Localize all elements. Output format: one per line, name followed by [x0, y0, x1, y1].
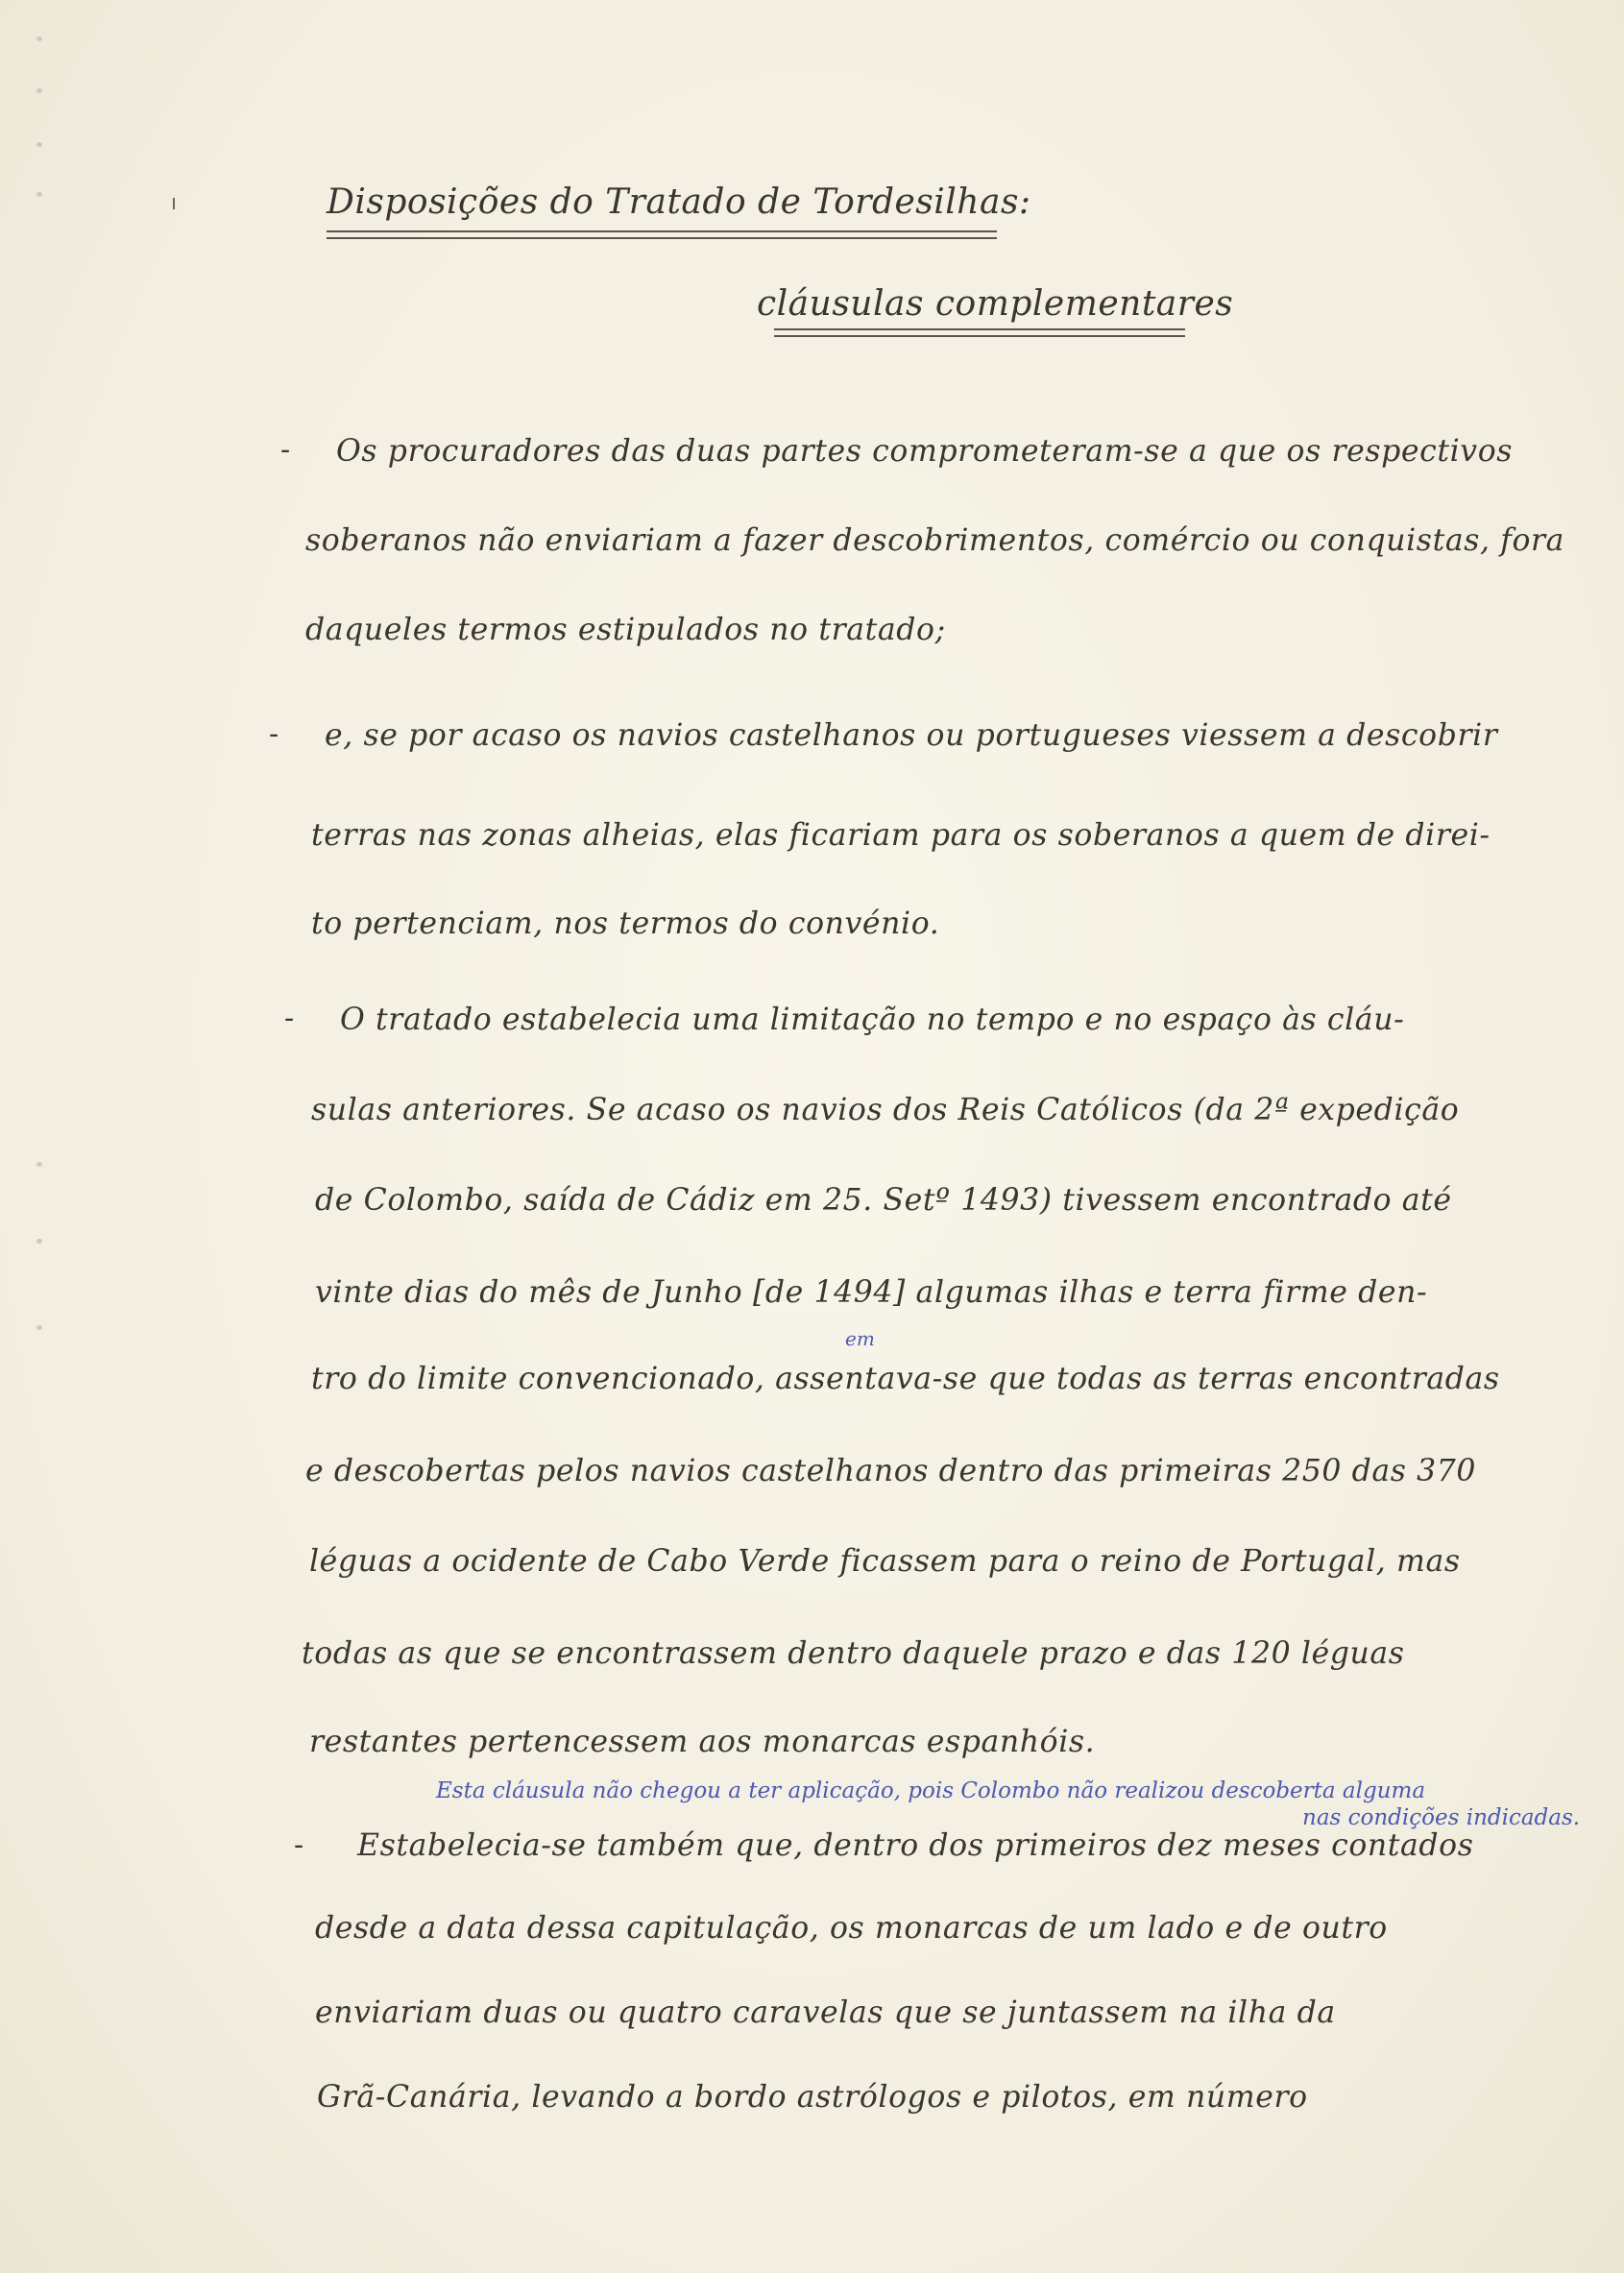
- text-line: Os procuradores das duas partes comprometeram-se a que os respectivos: [336, 434, 1514, 469]
- text-line: e descobertas pelos navios castelhanos dentro das primeiras 250 das 370: [305, 1454, 1477, 1488]
- bullet-marker: -: [280, 433, 291, 467]
- subtitle-underline: [774, 328, 1185, 330]
- text-line: daqueles termos estipulados no tratado;: [305, 613, 946, 647]
- punch-hole-mark: [36, 1162, 42, 1167]
- title-underline: [327, 230, 997, 232]
- margin-tick-mark: [173, 198, 175, 209]
- text-line: to pertenciam, nos termos do convénio.: [311, 907, 940, 941]
- punch-hole-mark: [36, 36, 42, 41]
- punch-hole-mark: [36, 192, 42, 197]
- text-line: desde a data dessa capitulação, os monarcas de um lado e de outro: [315, 1911, 1388, 1946]
- text-line: de Colombo, saída de Cádiz em 25. Setº 1493) tivessem encontrado até: [315, 1183, 1452, 1218]
- page-subtitle: cláusulas complementares: [757, 284, 1234, 324]
- bullet-marker: -: [294, 1828, 304, 1862]
- text-line: e, se por acaso os navios castelhanos ou portugueses viessem a descobrir: [325, 718, 1498, 753]
- text-line: restantes pertencessem aos monarcas espanhóis.: [309, 1725, 1096, 1759]
- subtitle-underline: [774, 335, 1185, 337]
- text-line: soberanos não enviariam a fazer descobrimentos, comércio ou conquistas, fora: [305, 523, 1565, 558]
- punch-hole-mark: [36, 1325, 42, 1330]
- punch-hole-mark: [36, 142, 42, 147]
- text-line: terras nas zonas alheias, elas ficariam para os soberanos a quem de direi-: [311, 818, 1491, 853]
- page-title: Disposições do Tratado de Tordesilhas:: [327, 182, 1031, 222]
- bullet-marker: -: [269, 717, 279, 751]
- text-line: sulas anteriores. Se acaso os navios dos Reis Católicos (da 2ª expedição: [311, 1093, 1460, 1127]
- text-line: Estabelecia-se também que, dentro dos primeiros dez meses contados: [357, 1828, 1474, 1863]
- text-line: Grã-Canária, levando a bordo astrólogos e pilotos, em número: [317, 2080, 1308, 2115]
- text-line: vinte dias do mês de Junho [de 1494] algumas ilhas e terra firme den-: [315, 1275, 1428, 1310]
- punch-hole-mark: [36, 88, 42, 93]
- inserted-word-annotation: em: [845, 1327, 875, 1350]
- text-line: enviariam duas ou quatro caravelas que se juntassem na ilha da: [315, 1995, 1336, 2030]
- text-line: todas as que se encontrassem dentro daquele prazo e das 120 léguas: [302, 1636, 1405, 1671]
- bullet-marker: -: [284, 1002, 295, 1035]
- title-underline: [327, 237, 997, 239]
- margin-annotation-line: Esta cláusula não chegou a ter aplicação, pois Colombo não realizou descoberta alguma: [436, 1778, 1426, 1803]
- punch-hole-mark: [36, 1239, 42, 1244]
- text-line: léguas a ocidente de Cabo Verde ficassem para o reino de Portugal, mas: [309, 1544, 1461, 1579]
- text-line: O tratado estabelecia uma limitação no tempo e no espaço às cláu-: [340, 1003, 1405, 1037]
- margin-annotation-line: nas condições indicadas.: [1302, 1805, 1581, 1830]
- text-line: tro do limite convencionado, assentava-se que todas as terras encontradas: [311, 1362, 1500, 1396]
